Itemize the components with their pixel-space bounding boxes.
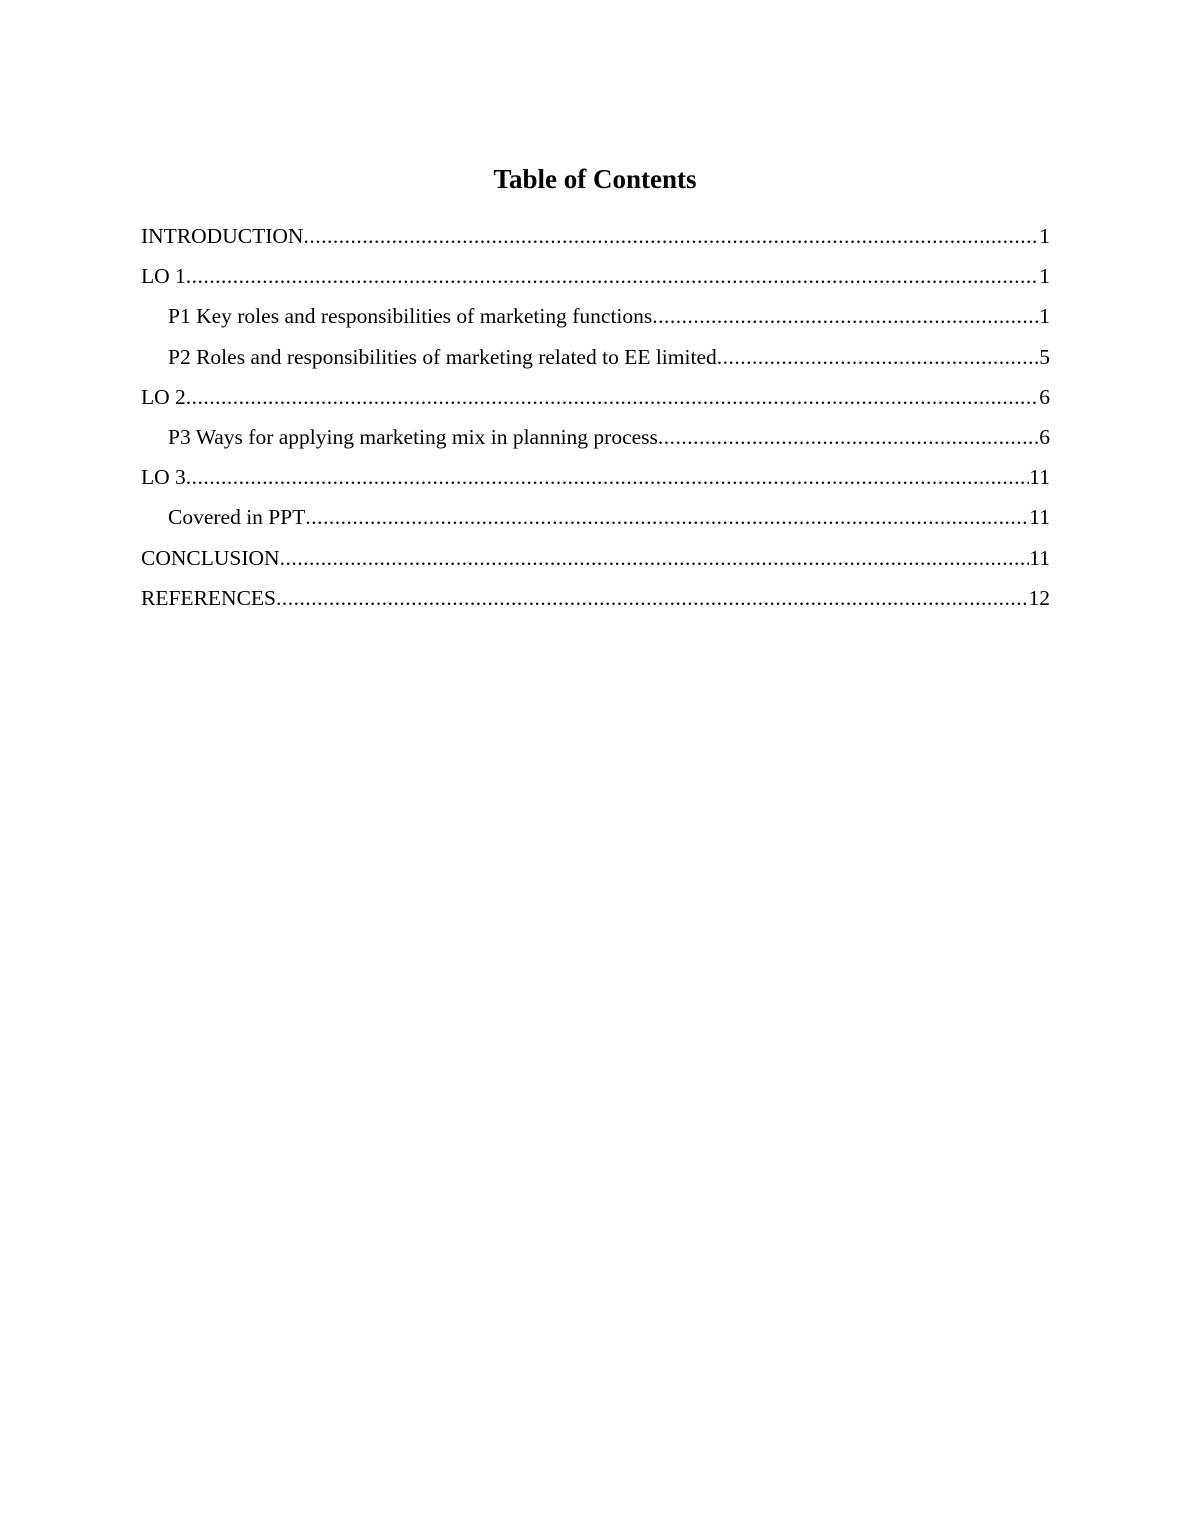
toc-page-number: 1 (1039, 304, 1050, 329)
toc-entry-p3[interactable] (141, 421, 1050, 461)
toc-page-number: 1 (1039, 264, 1050, 289)
toc-dot-leader (186, 260, 1039, 292)
toc-entry-p1[interactable] (141, 300, 1050, 340)
toc-entry-lo3[interactable] (141, 461, 1050, 501)
toc-title: Table of Contents (493, 164, 697, 194)
toc-entry-text: P3 Ways for applying marketing mix in planning process (168, 424, 658, 449)
toc-entry-text: CONCLUSION (141, 545, 280, 570)
toc-dot-leader (658, 421, 1039, 453)
toc-dot-leader (305, 501, 1029, 533)
toc-page-number: 12 (1028, 585, 1050, 610)
toc-entry-text: INTRODUCTION (141, 224, 304, 248)
toc-entry-text: P1 Key roles and responsibilities of marketing functions (168, 304, 653, 329)
toc-entry-conclusion[interactable] (141, 542, 1050, 582)
toc-page-number: 11 (1029, 505, 1050, 530)
toc-page-number: 11 (1029, 545, 1050, 570)
toc-entry-p2[interactable] (141, 341, 1050, 381)
toc-entry-text: P2 Roles and responsibilities of marketing related to EE limited (168, 344, 717, 369)
toc-entry-lo2[interactable] (141, 381, 1050, 421)
toc-page-number: 6 (1039, 384, 1050, 409)
toc-entry-text: REFERENCES (141, 585, 276, 610)
toc-dot-leader (280, 542, 1030, 574)
toc-entry-text: LO 2 (141, 384, 186, 409)
toc-entry-introduction[interactable] (141, 220, 1050, 260)
toc-dot-leader (652, 300, 1039, 332)
toc-entry-text: LO 3 (141, 465, 186, 490)
toc-list (141, 220, 1050, 622)
toc-page-number: 1 (1039, 224, 1050, 248)
toc-dot-leader (186, 381, 1039, 413)
toc-page-number: 6 (1039, 424, 1050, 449)
toc-entry-text: Covered in PPT (168, 505, 306, 530)
toc-entry-covered-in-ppt[interactable] (141, 501, 1050, 541)
toc-page-number: 5 (1039, 344, 1050, 369)
toc-dot-leader (303, 220, 1039, 252)
toc-page-number: 11 (1029, 465, 1050, 490)
toc-dot-leader (717, 341, 1040, 373)
toc-dot-leader (276, 582, 1029, 614)
toc-dot-leader (186, 461, 1030, 493)
toc-entry-lo1[interactable] (141, 260, 1050, 300)
toc-entry-text: LO 1 (141, 264, 186, 289)
toc-entry-references[interactable] (141, 582, 1050, 622)
